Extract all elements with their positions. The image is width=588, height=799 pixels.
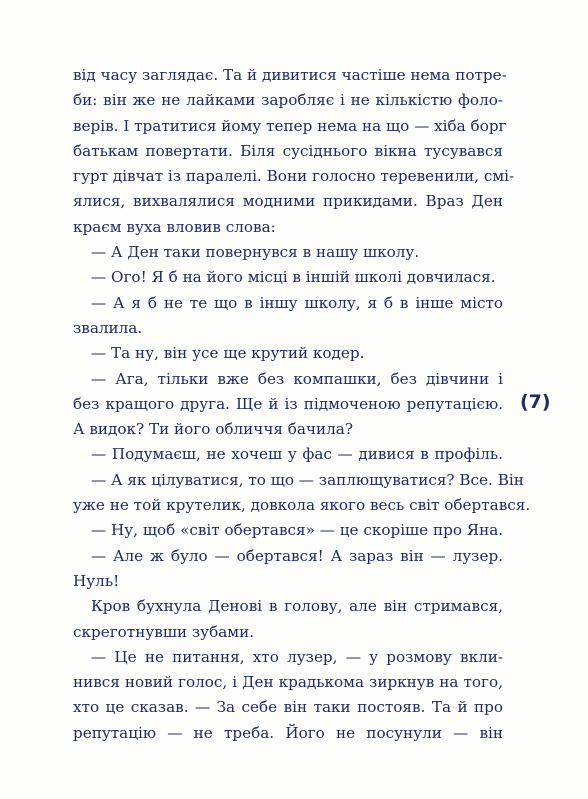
- text-line: уже не той крутелик, довкола якого весь світ обертався.: [73, 496, 531, 515]
- paragraph-line: Кров бухнула Денові в голову, але він стримався,: [91, 597, 503, 616]
- dialogue-line: — Подумаєш, не хочеш у фас — дивися в профіль.: [91, 445, 503, 464]
- text-line: гурт дівчат із паралелі. Вони голосно теревенили, смі-: [73, 167, 515, 186]
- text-line: верів. І тратитися йому тепер нема на що — хіба борг: [73, 116, 507, 135]
- dialogue-line: — Та ну, він усе ще крутий кодер.: [91, 344, 365, 363]
- dialogue-line: — Ага, тільки вже без компашки, без дівчини і: [91, 369, 503, 388]
- text-line: хто це сказав. — За себе він таки постояв. Та й про: [73, 698, 503, 717]
- dialogue-line: — А Ден таки повернувся в нашу школу.: [91, 243, 420, 262]
- text-line: батькам повертати. Біля сусіднього вікна тусувався: [73, 141, 503, 160]
- text-line: репутацію — не треба. Його не посунули — він: [73, 723, 503, 742]
- dialogue-line: — Це не питання, хто лузер, — у розмову вкли-: [91, 647, 503, 666]
- text-line: краєм вуха вловив слова:: [73, 217, 276, 236]
- page-number: (7): [520, 391, 551, 413]
- text-line: би: він же не лайками заробляє і не кількістю фоло-: [73, 91, 503, 110]
- page-text: [73, 63, 531, 746]
- dialogue-line: — А як цілуватися, то що — заплющуватися? Все. Він: [91, 470, 524, 489]
- text-line: Нуль!: [73, 571, 120, 590]
- text-line: ялися, вихвалялися модними прикидами. Враз Ден: [73, 192, 503, 211]
- text-line: нився новий голос, і Ден крадькома зиркнув на того,: [73, 673, 503, 692]
- dialogue-line: — Ну, щоб «світ обертався» — це скоріше про Яна.: [91, 521, 504, 540]
- text-line: А видок? Ти його обличчя бачила?: [73, 420, 353, 439]
- text-line: від часу заглядає. Та й дивитися частіше нема потре-: [73, 66, 507, 84]
- text-line: звалила.: [73, 318, 143, 337]
- text-line: без кращого друга. Ще й із підмоченою репутацією.: [73, 394, 503, 413]
- dialogue-line: — А я б не те що в іншу школу, я б в інше місто: [91, 293, 503, 312]
- dialogue-line: — Ого! Я б на його місці в іншій школі довчилася.: [91, 268, 496, 287]
- dialogue-line: — Але ж було — обертався! А зараз він — лузер.: [91, 546, 503, 565]
- text-line: скреготнувши зубами.: [73, 622, 255, 641]
